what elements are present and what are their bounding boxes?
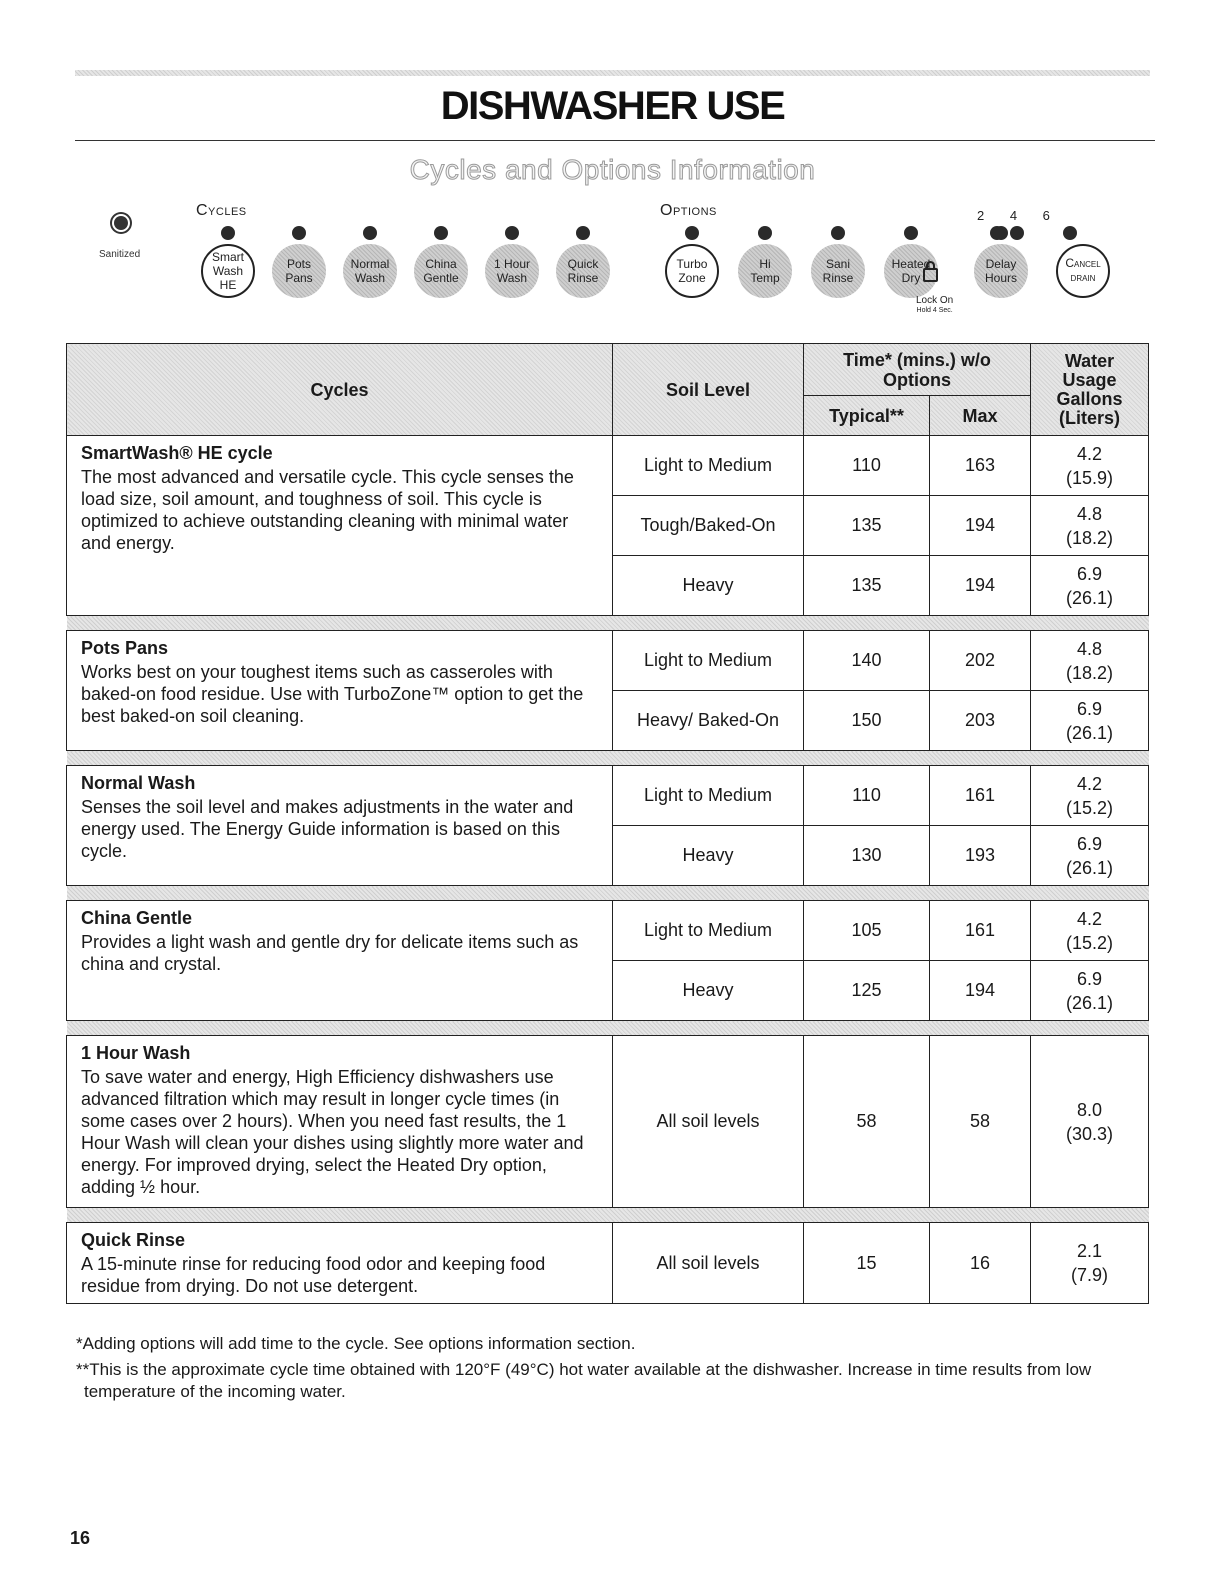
option-button-1-led-icon [758, 226, 772, 240]
cycle-button-5-label: Quick Rinse [567, 257, 599, 285]
header-time: Time* (mins.) w/o Options [804, 344, 1031, 396]
typical-time-cell: 58 [804, 1036, 930, 1208]
cycle-description-cell [67, 901, 613, 1021]
max-time-cell: 161 [930, 901, 1031, 961]
cancel-label: Cancel [1065, 256, 1101, 270]
cycle-button-0[interactable] [201, 244, 255, 298]
cycle-description: A 15-minute rinse for reducing food odor and keeping food residue from drying. Do not use detergent. [81, 1254, 546, 1296]
option-button-2-led-icon [831, 226, 845, 240]
cycle-name: Quick Rinse [81, 1230, 186, 1250]
lock-label: Lock On Hold 4 Sec. [916, 295, 954, 314]
option-button-2-label: Sani Rinse [822, 257, 854, 285]
option-button-1-label: Hi Temp [750, 257, 780, 285]
footnote-single: *Adding options will add time to the cycle. See options information section. [76, 1334, 636, 1353]
soil-level-cell: Light to Medium [613, 631, 804, 691]
option-button-4-label: Delay Hours [984, 257, 1017, 285]
typical-time-cell: 140 [804, 631, 930, 691]
cycle-description: Provides a light wash and gentle dry for delicate items such as china and crystal. [81, 932, 579, 974]
cycle-button-2-led-icon [363, 226, 377, 240]
option-button-4[interactable] [974, 244, 1028, 298]
soil-level-cell: Heavy [613, 556, 804, 616]
delay-led-icon-1 [1010, 226, 1024, 240]
soil-level-cell: Tough/Baked-On [613, 496, 804, 556]
header-soil-level: Soil Level [613, 344, 804, 436]
max-time-cell: 58 [930, 1036, 1031, 1208]
header-max: Max [930, 396, 1031, 436]
soil-level-cell: Light to Medium [613, 436, 804, 496]
cycle-description-cell [67, 436, 613, 616]
table-row [67, 436, 1149, 496]
cycle-button-3-led-icon [434, 226, 448, 240]
cycle-button-2-label: Normal Wash [350, 257, 390, 285]
cycle-button-4-led-icon [505, 226, 519, 240]
page-title: DISHWASHER USE [440, 84, 785, 128]
delay-led-icon-0 [990, 226, 1004, 240]
cycle-description-cell [67, 1036, 613, 1208]
header-cycles: Cycles [67, 344, 613, 436]
lock-icon [923, 268, 938, 282]
cycle-description: The most advanced and versatile cycle. This cycle senses the load size, soil amount, and toughness of soil. This cycle is optimized to achieve outstanding cleaning with minimal water and energy. [81, 467, 574, 553]
max-time-cell: 161 [930, 766, 1031, 826]
row-separator [67, 886, 1149, 901]
sanitized-indicator-icon [114, 216, 128, 230]
option-button-0-led-icon [685, 226, 699, 240]
typical-time-cell: 15 [804, 1223, 930, 1304]
table-row [67, 766, 1149, 826]
typical-time-cell: 135 [804, 556, 930, 616]
water-usage-cell: 6.9 (26.1) [1031, 556, 1149, 616]
soil-level-cell: All soil levels [613, 1223, 804, 1304]
typical-time-cell: 130 [804, 826, 930, 886]
typical-time-cell: 150 [804, 691, 930, 751]
cycle-name: 1 Hour Wash [81, 1043, 191, 1063]
cycle-button-0-label: Smart Wash HE [211, 250, 244, 292]
row-separator [67, 616, 1149, 631]
option-button-0[interactable] [665, 244, 719, 298]
soil-level-cell: Heavy/ Baked-On [613, 691, 804, 751]
max-time-cell: 163 [930, 436, 1031, 496]
max-time-cell: 194 [930, 961, 1031, 1021]
cycle-button-3[interactable] [414, 244, 468, 298]
water-usage-cell: 4.2 (15.2) [1031, 766, 1149, 826]
cycle-button-4[interactable] [485, 244, 539, 298]
cycle-button-1-led-icon [292, 226, 306, 240]
delay-hours-numbers: 2 4 6 [977, 208, 1061, 223]
max-time-cell: 194 [930, 556, 1031, 616]
option-button-2[interactable] [811, 244, 865, 298]
table-row [67, 1036, 1149, 1208]
top-decorative-rule [75, 70, 1150, 76]
soil-level-cell: Light to Medium [613, 901, 804, 961]
typical-time-cell: 135 [804, 496, 930, 556]
soil-level-cell: Light to Medium [613, 766, 804, 826]
cycle-button-2[interactable] [343, 244, 397, 298]
cycles-panel-label: Cycles [196, 202, 247, 219]
header-water-usage: Water Usage Gallons (Liters) [1031, 344, 1149, 436]
max-time-cell: 202 [930, 631, 1031, 691]
cycle-button-4-label: 1 Hour Wash [493, 257, 531, 285]
cancel-led-icon [1063, 226, 1077, 240]
typical-time-cell: 125 [804, 961, 930, 1021]
cycle-name: Pots Pans [81, 638, 169, 658]
water-usage-cell: 8.0 (30.3) [1031, 1036, 1149, 1208]
soil-level-cell: Heavy [613, 961, 804, 1021]
max-time-cell: 194 [930, 496, 1031, 556]
footnote-double: **This is the approximate cycle time obtained with 120°F (49°C) hot water available at the dishwasher. Increase in time results from low temperature of the incoming water. [76, 1360, 1092, 1401]
cycle-name: China Gentle [81, 908, 193, 928]
cycle-name: SmartWash® HE cycle [81, 443, 273, 463]
water-usage-cell: 6.9 (26.1) [1031, 826, 1149, 886]
cycle-button-1-label: Pots Pans [285, 257, 313, 285]
typical-time-cell: 110 [804, 766, 930, 826]
soil-level-cell: All soil levels [613, 1036, 804, 1208]
table-row [67, 901, 1149, 961]
max-time-cell: 16 [930, 1223, 1031, 1304]
cycle-name: Normal Wash [81, 773, 196, 793]
typical-time-cell: 105 [804, 901, 930, 961]
cycles-table [66, 343, 1149, 1304]
cycle-description: Senses the soil level and makes adjustments in the water and energy used. The Energy Guide information is based on this cycle. [81, 797, 574, 861]
header-typical: Typical** [804, 396, 930, 436]
cycle-button-3-label: China Gentle [423, 257, 459, 285]
cycle-button-5-led-icon [576, 226, 590, 240]
page-number: 16 [70, 1528, 91, 1548]
cycle-description: Works best on your toughest items such as casseroles with baked-on food residue. Use with TurboZone™ option to get the best baked-on soil cleaning. [81, 662, 584, 726]
cycle-button-0-led-icon [221, 226, 235, 240]
cycle-button-5[interactable] [556, 244, 610, 298]
water-usage-cell: 4.8 (18.2) [1031, 496, 1149, 556]
cycle-button-1[interactable] [272, 244, 326, 298]
water-usage-cell: 2.1 (7.9) [1031, 1223, 1149, 1304]
sanitized-label: Sanitized [99, 249, 141, 260]
option-button-3-label: Heated Dry [891, 257, 931, 285]
title-divider [75, 140, 1155, 141]
option-button-3-led-icon [904, 226, 918, 240]
cycle-description: To save water and energy, High Efficiency dishwashers use advanced filtration which may result in longer cycle times (in some cases over 2 hours). When you need fast results, the 1 Hour Wash will clean your dishes using slightly more water and energy. For improved drying, select the Heated Dry option, adding ½ hour. [81, 1067, 584, 1197]
cycle-description-cell [67, 631, 613, 751]
water-usage-cell: 4.2 (15.9) [1031, 436, 1149, 496]
water-usage-cell: 4.8 (18.2) [1031, 631, 1149, 691]
section-subtitle: Cycles and Options Information [409, 154, 816, 185]
cancel-drain-button[interactable] [1056, 244, 1110, 298]
row-separator [67, 751, 1149, 766]
cycle-description-cell [67, 766, 613, 886]
row-separator [67, 1208, 1149, 1223]
typical-time-cell: 110 [804, 436, 930, 496]
max-time-cell: 193 [930, 826, 1031, 886]
row-separator [67, 1021, 1149, 1036]
table-row [67, 1223, 1149, 1304]
soil-level-cell: Heavy [613, 826, 804, 886]
drain-label: DRAIN [1070, 274, 1096, 283]
water-usage-cell: 6.9 (26.1) [1031, 961, 1149, 1021]
max-time-cell: 203 [930, 691, 1031, 751]
table-row [67, 631, 1149, 691]
options-panel-label: Options [660, 202, 717, 219]
cycle-description-cell [67, 1223, 613, 1304]
option-button-1[interactable] [738, 244, 792, 298]
option-button-0-label: Turbo Zone [676, 257, 708, 285]
water-usage-cell: 4.2 (15.2) [1031, 901, 1149, 961]
water-usage-cell: 6.9 (26.1) [1031, 691, 1149, 751]
